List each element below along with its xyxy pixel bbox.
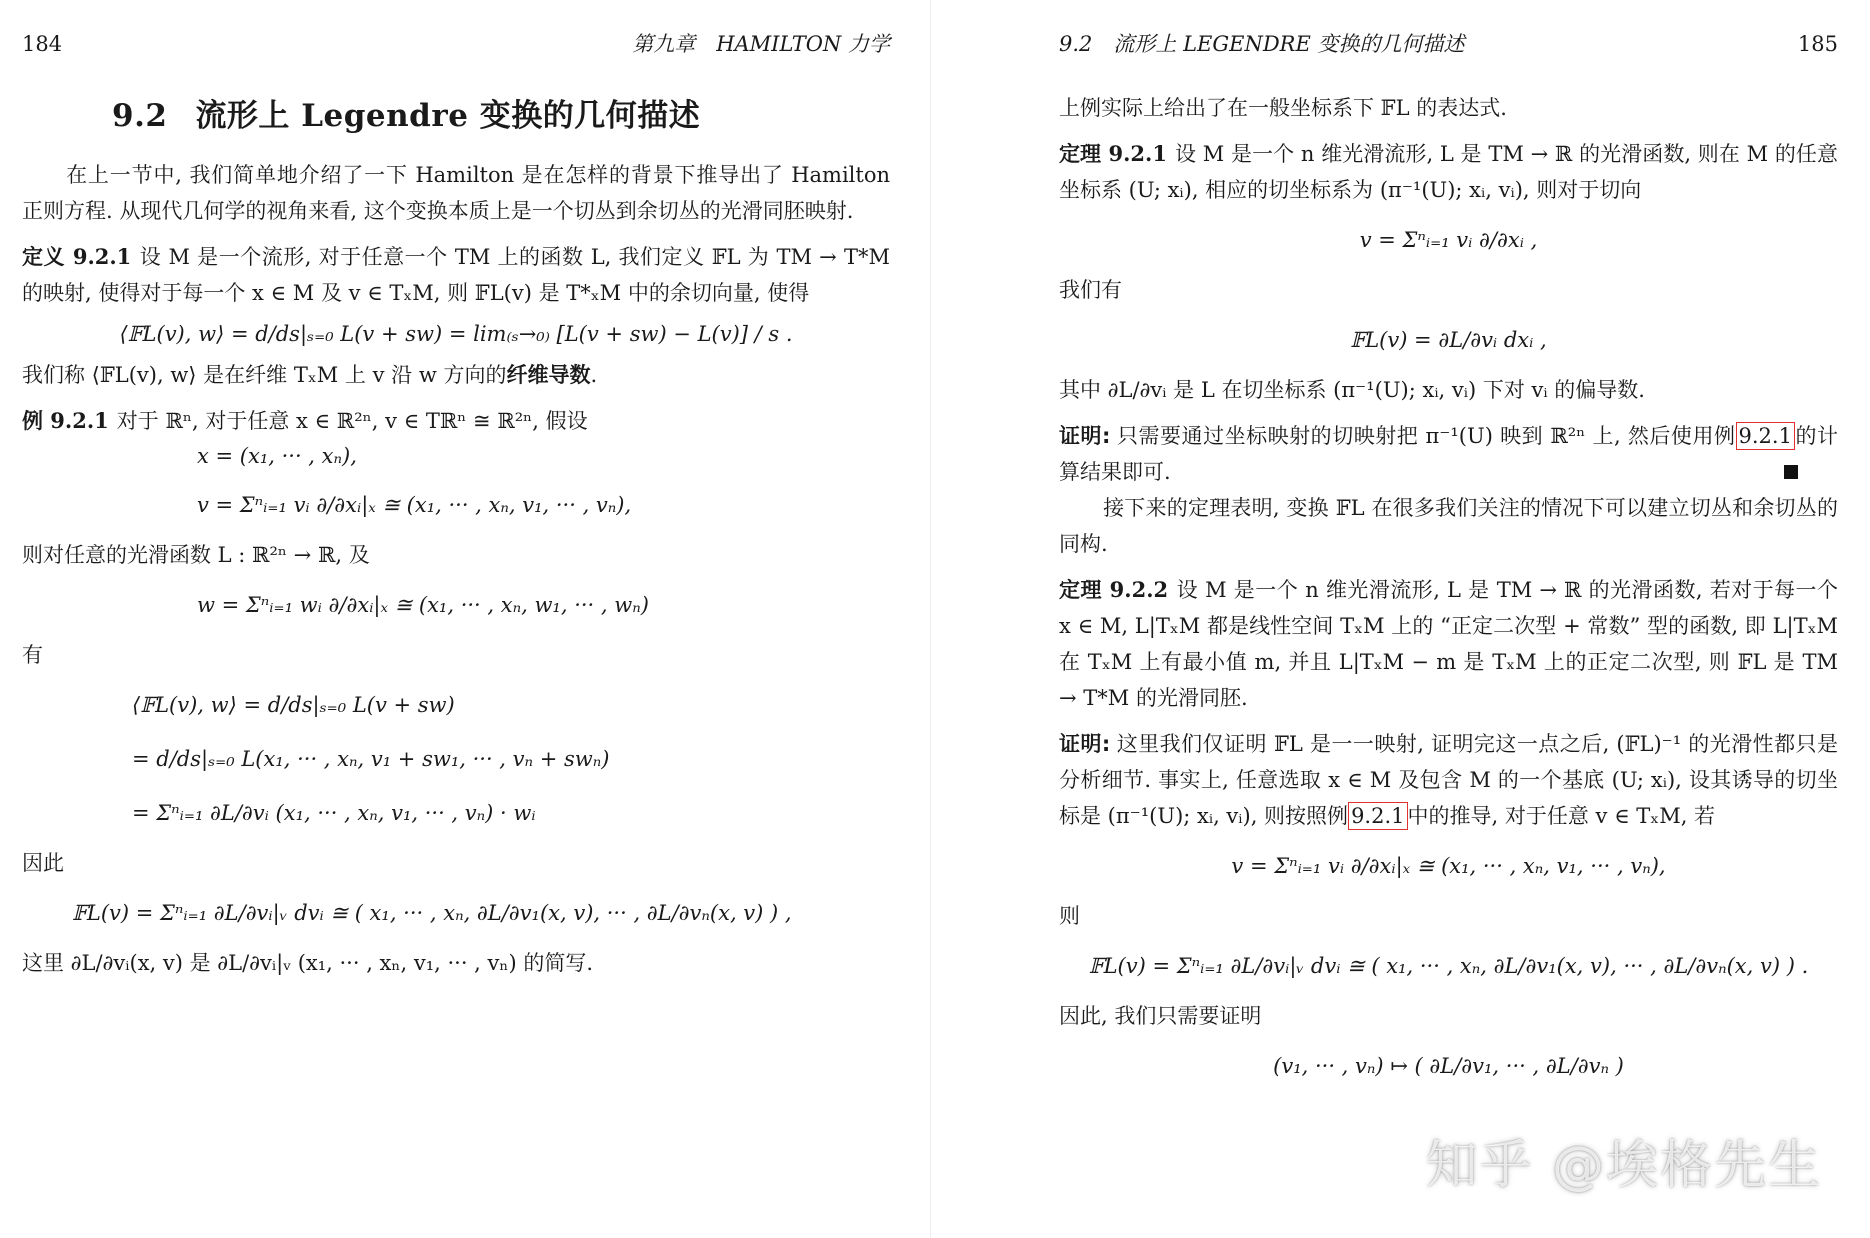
- right-page: [930, 0, 1870, 1238]
- theorem-2-formula-v: v = Σⁿᵢ₌₁ vᵢ ∂/∂xᵢ|ₓ ≅ (x₁, ··· , xₙ, v₁, ··· , vₙ),: [1231, 854, 1666, 878]
- proof-1-text-post: 的计算结果即可.: [1059, 424, 1838, 484]
- example-9-2-1-link[interactable]: 9.2.1: [1736, 422, 1795, 450]
- example-9-2-1-link-2[interactable]: 9.2.1: [1348, 802, 1407, 830]
- left-running-head: [22, 28, 890, 72]
- theorem-2-text: 设 M 是一个 n 维光滑流形, L 是 TM → ℝ 的光滑函数, 若对于每一个 x ∈ M, L|TₓM 都是线性空间 TₓM 上的 “正定二次型 + 常数” 型的函数, 即 L|TₓM 在 TₓM 上有最小值 m, 并且 L|TₓM − m 是 TₓM 上的正定二次型, 则 𝔽L 是 TM → T*M 的光滑同胚.: [1059, 578, 1838, 710]
- proof-2-block: [1059, 726, 1838, 834]
- proof-2-label: 证明:: [1059, 732, 1111, 756]
- theorem-1-have: 我们有: [1059, 278, 1122, 302]
- theorem-2-thus: 因此, 我们只需要证明: [1059, 1004, 1262, 1028]
- example-formula-x: x = (x₁, ··· , xₙ),: [197, 444, 357, 468]
- example-formula-derivation-3: = Σⁿᵢ₌₁ ∂L/∂vᵢ (x₁, ··· , xₙ, v₁, ··· , vₙ) · wᵢ: [132, 801, 536, 825]
- example-formula-v: v = Σⁿᵢ₌₁ vᵢ ∂/∂xᵢ|ₓ ≅ (x₁, ··· , xₙ, v₁, ··· , vₙ),: [197, 493, 632, 517]
- zhihu-watermark: 知乎 @埃格先生: [1425, 1136, 1822, 1196]
- theorem-1-formula-v: v = Σⁿᵢ₌₁ vᵢ ∂/∂xᵢ ,: [1359, 228, 1538, 252]
- right-paragraph-2: 接下来的定理表明, 变换 𝔽L 在很多我们关注的情况下可以建立切丛和余切丛的同构.: [1059, 496, 1838, 556]
- left-running-title: 第九章 HAMILTON 力学: [632, 32, 890, 56]
- example-formula-derivation-2: = d/ds|ₛ₌₀ L(x₁, ··· , xₙ, v₁ + sw₁, ··· , vₙ + swₙ): [132, 747, 610, 771]
- qed-row: [1059, 454, 1838, 490]
- example-formula-w: w = Σⁿᵢ₌₁ wᵢ ∂/∂xᵢ|ₓ ≅ (x₁, ··· , xₙ, w₁, ··· , wₙ): [197, 593, 649, 617]
- definition-conclusion-suffix: .: [590, 363, 598, 387]
- theorem-2-formula-map: (v₁, ··· , vₙ) ↦ ( ∂L/∂v₁, ··· , ∂L/∂vₙ ): [1273, 1054, 1624, 1078]
- example-block: [22, 403, 890, 439]
- example-formula-derivation-1: ⟨𝔽L(v), w⟩ = d/ds|ₛ₌₀ L(v + sw): [132, 693, 455, 717]
- definition-conclusion: [22, 357, 890, 393]
- theorem-1-text: 设 M 是一个 n 维光滑流形, L 是 TM → ℝ 的光滑函数, 则在 M 的任意坐标系 (U; xᵢ), 相应的切坐标系为 (π⁻¹(U); xᵢ, vᵢ), 则对于切向: [1059, 142, 1838, 202]
- theorem-2-then: 则: [1059, 904, 1080, 928]
- definition-text: 设 M 是一个流形, 对于任意一个 TM 上的函数 L, 我们定义 𝔽L 为 TM → T*M 的映射, 使得对于每一个 x ∈ M 及 v ∈ TₓM, 则 𝔽L(v) 是 T*ₓM 中的余切向量, 使得: [22, 245, 890, 305]
- section-title: 流形上 Legendre 变换的几何描述: [195, 98, 701, 134]
- theorem-2-block: [1059, 572, 1838, 716]
- right-running-head: [1059, 28, 1838, 72]
- definition-label: 定义 9.2.1: [22, 244, 132, 269]
- proof-1-label: 证明:: [1059, 424, 1111, 448]
- theorem-1-label: 定理 9.2.1: [1059, 141, 1167, 166]
- right-page-number: 185: [1797, 32, 1838, 56]
- proof-1-text-pre: 只需要通过坐标映射的切映射把 π⁻¹(U) 映到 ℝ²ⁿ 上, 然后使用例: [1116, 424, 1736, 448]
- right-intro-paragraph: 上例实际上给出了在一般坐标系下 𝔽L 的表达式.: [1059, 96, 1507, 120]
- definition-block: [22, 239, 890, 311]
- proof-2-text-post: 中的推导, 对于任意 v ∈ TₓM, 若: [1407, 804, 1716, 828]
- example-text: 对于 ℝⁿ, 对于任意 x ∈ ℝ²ⁿ, v ∈ Tℝⁿ ≅ ℝ²ⁿ, 假设: [116, 409, 588, 433]
- example-thus-text: 因此: [22, 851, 64, 875]
- section-number: 9.2: [112, 98, 168, 134]
- example-label: 例 9.2.1: [22, 408, 109, 433]
- theorem-1-where: 其中 ∂L/∂vᵢ 是 L 在切坐标系 (π⁻¹(U); xᵢ, vᵢ) 下对 vᵢ 的偏导数.: [1059, 378, 1645, 402]
- example-formula-FL: 𝔽L(v) = Σⁿᵢ₌₁ ∂L/∂vᵢ|ᵥ dvᵢ ≅ ( x₁, ··· , xₙ, ∂L/∂v₁(x, v), ··· , ∂L/∂vₙ(x, v) ) ,: [72, 901, 792, 925]
- theorem-1-formula-FL: 𝔽L(v) = ∂L/∂vᵢ dxᵢ ,: [1350, 328, 1547, 352]
- intro-paragraph: 在上一节中, 我们简单地介绍了一下 Hamilton 是在怎样的背景下推导出了 Hamilton 正则方程. 从现代几何学的视角来看, 这个变换本质上是一个切丛到余切丛的光滑同胚映射.: [22, 163, 890, 223]
- example-note: 这里 ∂L/∂vᵢ(x, v) 是 ∂L/∂vᵢ|ᵥ (x₁, ··· , xₙ, v₁, ··· , vₙ) 的简写.: [22, 951, 594, 975]
- qed-square-icon: [1784, 465, 1798, 479]
- definition-conclusion-prefix: 我们称 ⟨𝔽L(v), w⟩ 是在纤维 TₓM 上 v 沿 w 方向的: [22, 363, 507, 387]
- example-have-text: 有: [22, 643, 43, 667]
- theorem-2-label: 定理 9.2.2: [1059, 577, 1169, 602]
- theorem-1-block: [1059, 136, 1838, 208]
- example-mid-text: 则对任意的光滑函数 L : ℝ²ⁿ → ℝ, 及: [22, 543, 370, 567]
- left-page-number: 184: [22, 32, 63, 56]
- definition-formula: ⟨𝔽L(v), w⟩ = d/ds|ₛ₌₀ L(v + sw) = lim₍ₛ→₀₎ [L(v + sw) − L(v)] / s .: [119, 322, 793, 346]
- left-page: [0, 0, 930, 1238]
- right-running-title: 9.2 流形上 LEGENDRE 变换的几何描述: [1059, 32, 1465, 56]
- section-heading: [112, 90, 890, 135]
- fiber-derivative-term: 纤维导数: [506, 362, 591, 387]
- theorem-2-formula-FL: 𝔽L(v) = Σⁿᵢ₌₁ ∂L/∂vᵢ|ᵥ dvᵢ ≅ ( x₁, ··· , xₙ, ∂L/∂v₁(x, v), ··· , ∂L/∂vₙ(x, v) ) .: [1088, 954, 1809, 978]
- proof-2-text-pre: 这里我们仅证明 𝔽L 是一一映射, 证明完这一点之后, (𝔽L)⁻¹ 的光滑性都只是分析细节. 事实上, 任意选取 x ∈ M 及包含 M 的一个基底 (U; xᵢ), 设其诱导的切坐标是 (π⁻¹(U); xᵢ, vᵢ), 则按照例: [1059, 732, 1838, 828]
